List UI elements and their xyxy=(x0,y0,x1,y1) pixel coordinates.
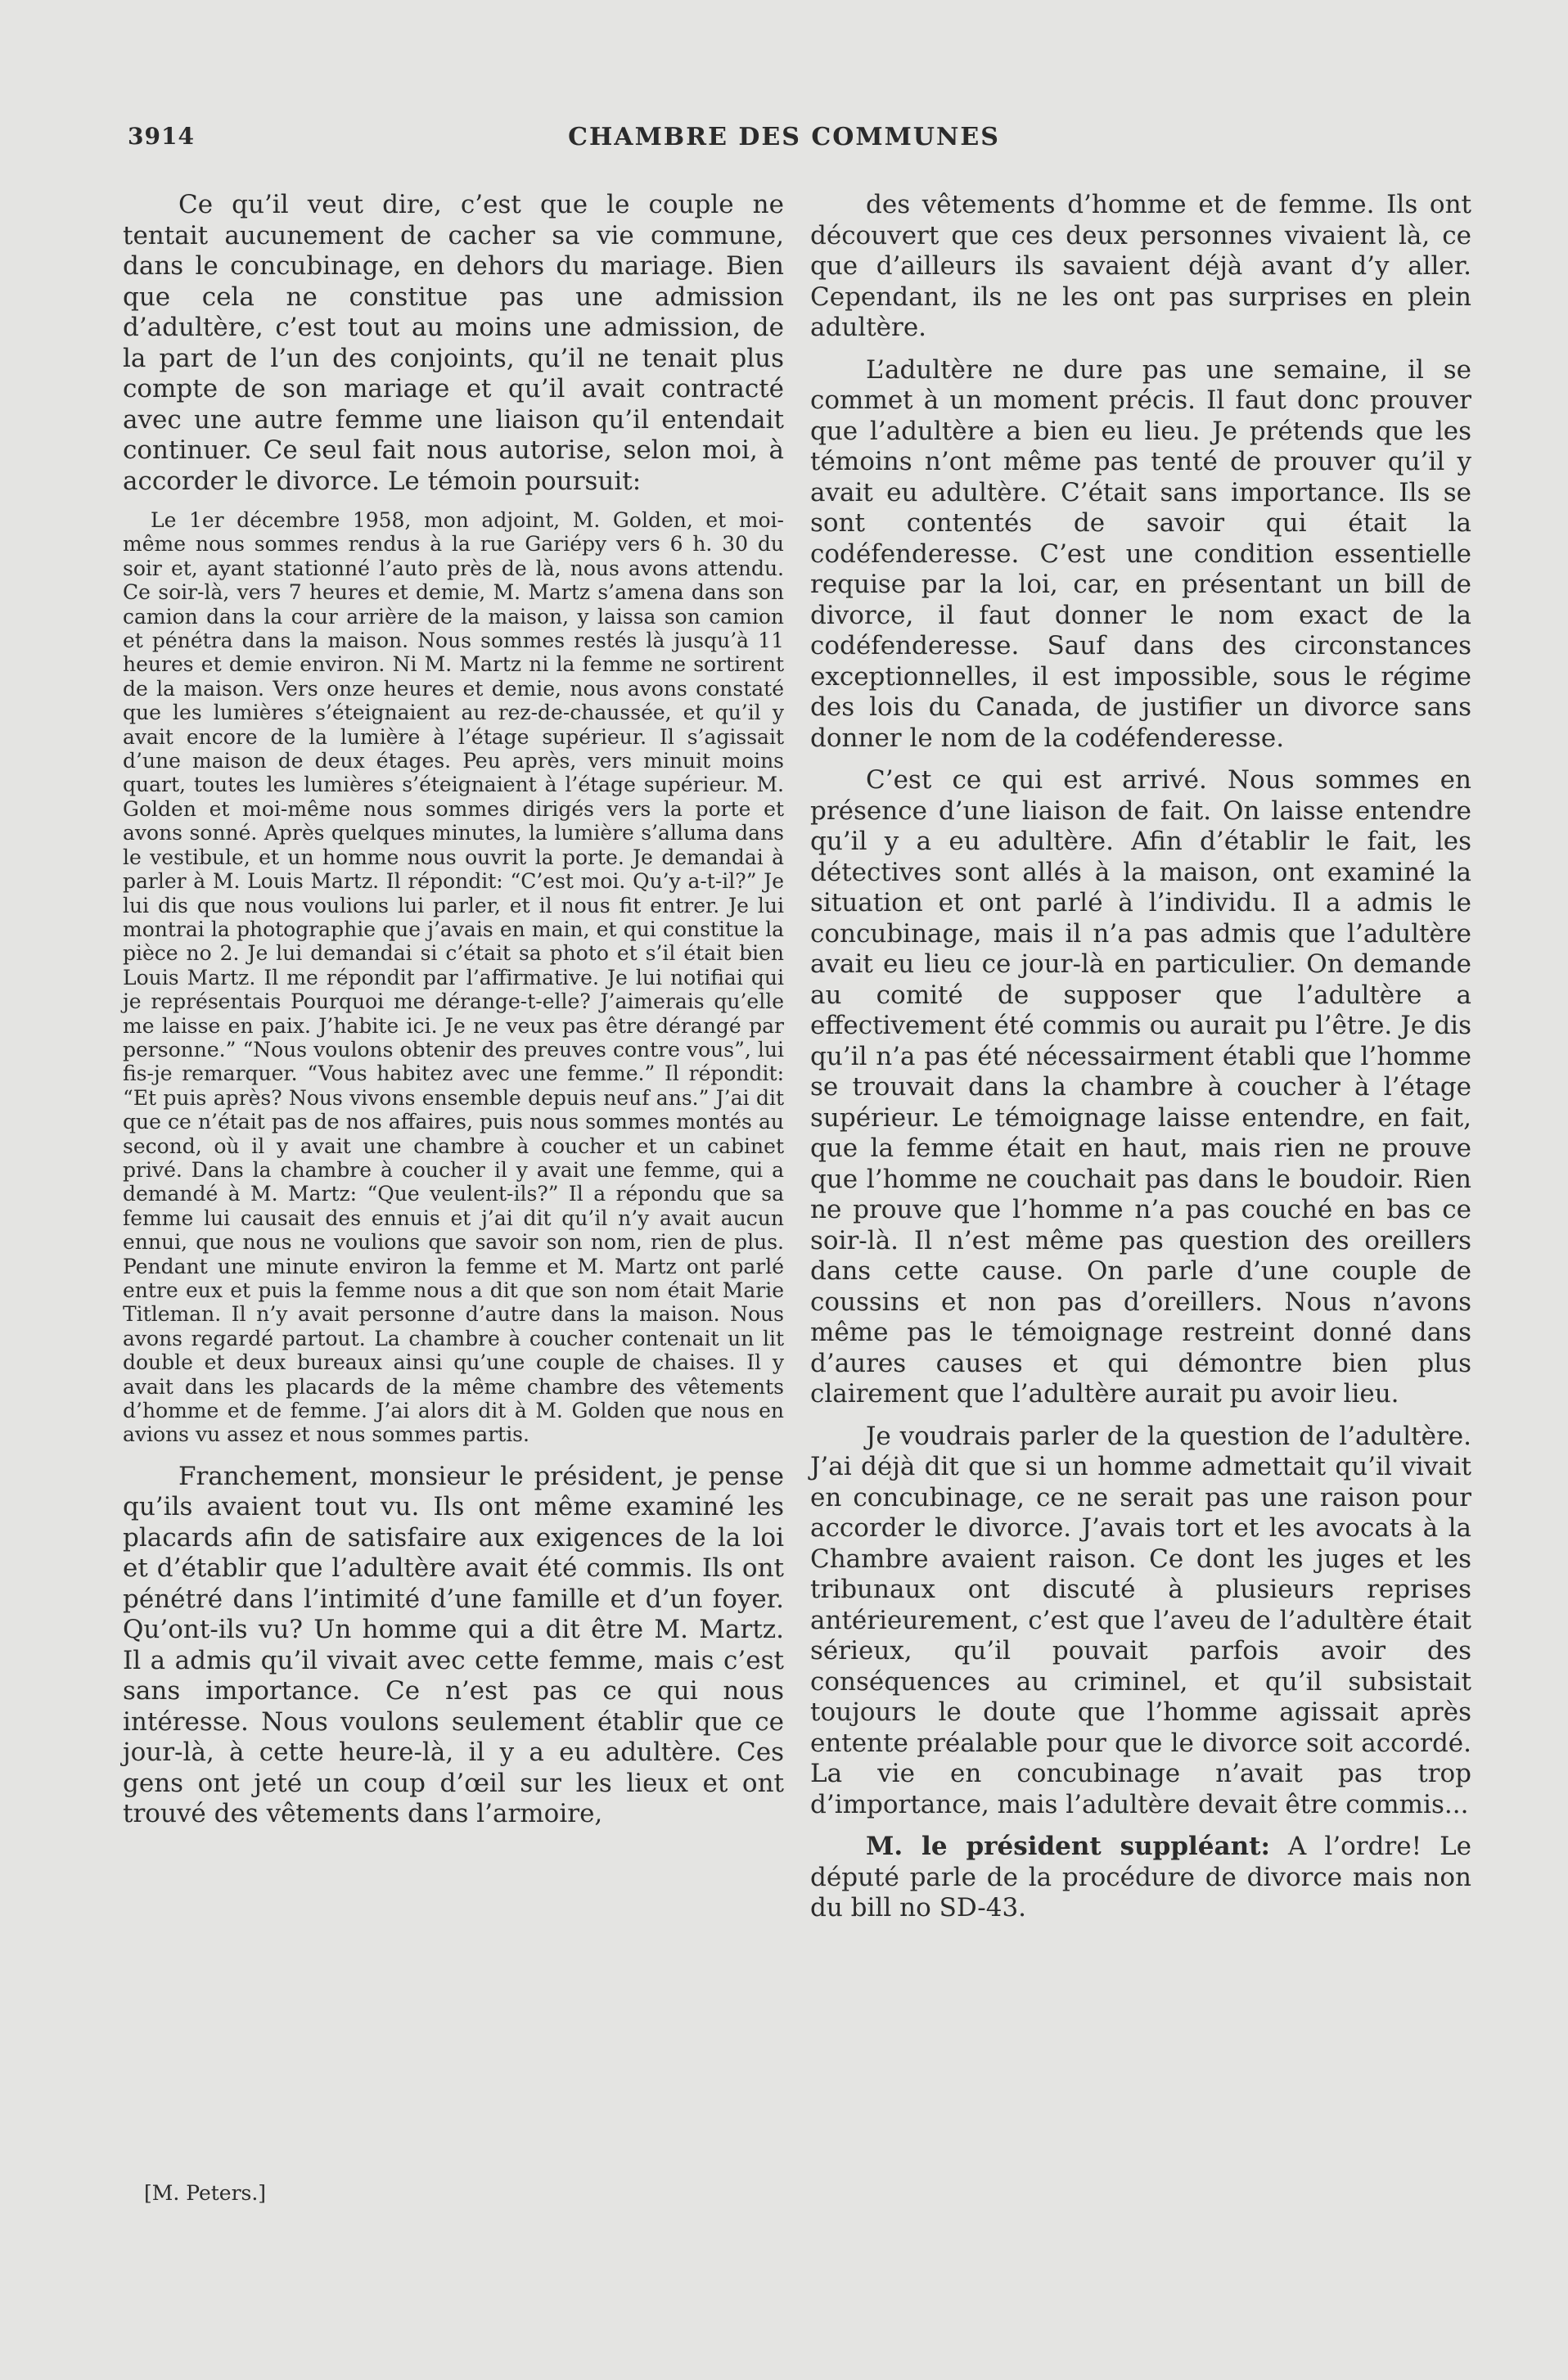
paragraph: Franchement, monsieur le président, je pense qu’ils avaient tout vu. Ils ont même examiné les placards afin de satisfaire aux exigences de la loi et d’établir que l’adultère avait été commis. Ils ont pénétré dans l’intimité d’une famille et d’un foyer. Qu’ont-ils vu? Un homme qui a dit être M. Martz. Il a admis qu’il vivait avec cette femme, mais c’est sans importance. Ce n’est pas ce qui nous intéresse. Nous voulons seulement établir que ce jour-là, à cette heure-là, il y a eu adultère. Ces gens ont jeté un coup d’œil sur les lieux et ont trouvé des vêtements dans l’armoire, xyxy=(123,1461,784,1829)
running-title: CHAMBRE DES COMMUNES xyxy=(568,123,1000,151)
paragraph: C’est ce qui est arrivé. Nous sommes en présence d’une liaison de fait. On laisse entendre qu’il y a eu adultère. Afin d’établir le fait, les détectives sont allés à la maison, ont examiné la situation et ont parlé à l’individu. Il a admis le concubinage, mais il n’a pas admis que l’adultère avait eu lieu ce jour-là en particulier. On demande au comité de supposer que l’adultère a effectivement été commis ou aurait pu l’être. Je dis qu’il n’a pas été nécessairment établi que l’homme se trouvait dans la chambre à coucher à l’étage supérieur. Le témoignage laisse entendre, en fait, que la femme était en haut, mais rien ne prouve que l’homme ne couchait pas dans le boudoir. Rien ne prouve que l’homme n’a pas couché en bas ce soir-là. Il n’est même pas question des oreillers dans cette cause. On parle d’une couple de coussins et non pas d’oreillers. Nous n’avons même pas le témoignage restreint donné dans d’aures causes et qui démontre bien plus clairement que l’adultère aurait pu avoir lieu. xyxy=(810,765,1471,1409)
right-column xyxy=(810,190,1471,1936)
speaker-tag: [M. Peters.] xyxy=(144,2181,267,2205)
paragraph: Ce qu’il veut dire, c’est que le couple ne tentait aucunement de cacher sa vie commune, dans le concubinage, en dehors du mariage. Bien que cela ne constitue pas une admission d’adultère, c’est tout au moins une admission, de la part de l’un des conjoints, qu’il ne tenait plus compte de son mariage et qu’il avait contracté avec une autre femme une liaison qu’il entendait continuer. Ce seul fait nous autorise, selon moi, à accorder le divorce. Le témoin poursuit: xyxy=(123,190,784,496)
page-number: 3914 xyxy=(128,123,195,150)
testimony-quote: Le 1er décembre 1958, mon adjoint, M. Golden, et moi-même nous sommes rendus à la rue Gariépy vers 6 h. 30 du soir et, ayant stationné l’auto près de là, nous avons attendu. Ce soir-là, vers 7 heures et demie, M. Martz s’amena dans son camion dans la cour arrière de la maison, y laissa son camion et pénétra dans la maison. Nous sommes restés là jusqu’à 11 heures et demie environ. Ni M. Martz ni la femme ne sortirent de la maison. Vers onze heures et demie, nous avons constaté que les lumières s’éteignaient au rez-de-chaussée, et qu’il y avait encore de la lumière à l’étage supérieur. Il s’agissait d’une maison de deux étages. Peu après, vers minuit moins quart, toutes les lumières s’éteignaient à l’étage supérieur. M. Golden et moi-même nous sommes dirigés vers la porte et avons sonné. Après quelques minutes, la lumière s’alluma dans le vestibule, et un homme nous ouvrit la porte. Je demandai à parler à M. Louis Martz. Il répondit: “C’est moi. Qu’y a-t-il?” Je lui dis que nous voulions lui parler, et il nous fit entrer. Je lui montrai la photographie que j’avais en main, et qui constitue la pièce no 2. Je lui demandai si c’était sa photo et s’il était bien Louis Martz. Il me répondit par l’affirmative. Je lui notifiai qui je représentais Pourquoi me dérange-t-elle? J’aimerais qu’elle me laisse en paix. J’habite ici. Je ne veux pas être dérangé par personne.” “Nous voulons obtenir des preuves contre vous”, lui fis-je remarquer. “Vous habitez avec une femme.” Il répondit: “Et puis après? Nous vivons ensemble depuis neuf ans.” J’ai dit que ce n’était pas de nos affaires, puis nous sommes montés au second, où il y avait une chambre à coucher et un cabinet privé. Dans la chambre à coucher il y avait une femme, qui a demandé à M. Martz: “Que veulent-ils?” Il a répondu que sa femme lui causait des ennuis et j’ai dit qu’il n’y avait aucun ennui, que nous ne voulions que savoir son nom, rien de plus. Pendant une minute environ la femme et M. Martz ont parlé entre eux et puis la femme nous a dit que son nom était Marie Titleman. Il n’y avait personne d’autre dans la maison. Nous avons regardé partout. La chambre à coucher contenait un lit double et deux bureaux ainsi qu’une couple de chaises. Il y avait dans les placards de la même chambre des vêtements d’homme et de femme. J’ai alors dit à M. Golden que nous en avions vu assez et nous sommes partis. xyxy=(123,508,784,1447)
left-column xyxy=(123,190,784,1841)
paragraph: L’adultère ne dure pas une semaine, il se commet à un moment précis. Il faut donc prouver que l’adultère a bien eu lieu. Je prétends que les témoins n’ont même pas tenté de prouver qu’il y avait eu adultère. C’était sans importance. Ils se sont contentés de savoir qui était la codéfenderesse. C’est une condition essentielle requise par la loi, car, en présentant un bill de divorce, il faut donner le nom exact de la codéfenderesse. Sauf dans des circonstances exceptionnelles, il est impossible, sous le régime des lois du Canada, de justifier un divorce sans donner le nom de la codéfenderesse. xyxy=(810,354,1471,753)
speaker-label: M. le président suppléant: xyxy=(866,1832,1270,1861)
speaker-paragraph xyxy=(810,1832,1471,1924)
speaker-text: A l’ordre! Le député parle de la procédure de divorce mais non du bill no SD-43. xyxy=(810,1832,1471,1922)
paragraph: Je voudrais parler de la question de l’adultère. J’ai déjà dit que si un homme admettait qu’il vivait en concubinage, ce ne serait pas une raison pour accorder le divorce. J’avais tort et les avocats à la Chambre avaient raison. Ce dont les juges et les tribunaux ont discuté à plusieurs reprises antérieurement, c’est que l’aveu de l’adultère était sérieux, qu’il pouvait parfois avoir des conséquences au criminel, et qu’il subsistait toujours le doute que l’homme agissait après entente préalable pour que le divorce soit accordé. La vie en concubinage n’avait pas trop d’importance, mais l’adultère devait être commis... xyxy=(810,1421,1471,1819)
paragraph: des vêtements d’homme et de femme. Ils ont découvert que ces deux personnes vivaient là, ce que d’ailleurs ils savaient déjà avant d’y aller. Cependant, ils ne les ont pas surprises en plein adultère. xyxy=(810,190,1471,342)
